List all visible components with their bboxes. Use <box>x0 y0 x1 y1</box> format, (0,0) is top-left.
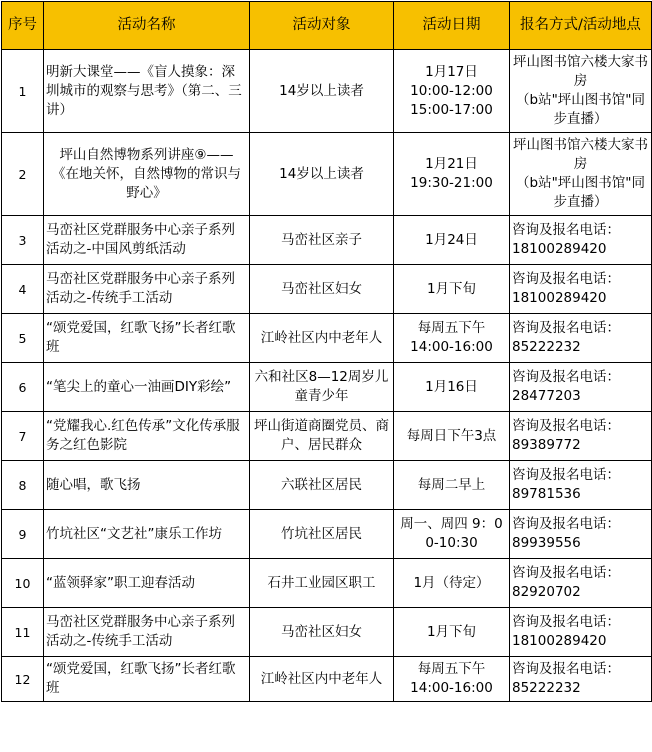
row-date-line: 1月下旬 <box>426 623 477 640</box>
row-target: 六联社区居民 <box>250 461 394 510</box>
table-row <box>2 608 652 657</box>
row-place <box>510 412 652 461</box>
row-target: 马峦社区亲子 <box>250 216 394 265</box>
table-row <box>2 461 652 510</box>
header-name: 活动名称 <box>44 2 250 50</box>
row-no: 2 <box>2 133 44 216</box>
row-date <box>394 608 510 657</box>
row-place-line: 坪山图书馆六楼大家书房 <box>513 54 648 89</box>
header-place: 报名方式/活动地点 <box>510 2 652 50</box>
table-row <box>2 133 652 216</box>
row-place-line: 85222232 <box>512 680 581 696</box>
table-row <box>2 363 652 412</box>
row-no: 5 <box>2 314 44 363</box>
row-target: 马峦社区妇女 <box>250 608 394 657</box>
row-place-line: 咨询及报名电话： <box>512 467 620 483</box>
row-place <box>510 314 652 363</box>
row-name: “笔尖上的童心一油画DIY彩绘” <box>44 363 250 412</box>
row-place-line: 咨询及报名电话： <box>512 369 620 385</box>
row-name: 马峦社区党群服务中心亲子系列活动之-中国风剪纸活动 <box>44 216 250 265</box>
row-date-line: 每周二早上 <box>417 476 486 493</box>
row-place <box>510 50 652 133</box>
row-target: 江岭社区内中老年人 <box>250 657 394 702</box>
row-place-line: 咨询及报名电话： <box>512 614 620 630</box>
row-place <box>510 133 652 216</box>
row-place-line: 89939556 <box>512 535 581 551</box>
row-place-line: 82920702 <box>512 584 581 600</box>
row-no: 12 <box>2 657 44 702</box>
row-place <box>510 216 652 265</box>
table-row <box>2 657 652 702</box>
row-place-line: 89781536 <box>512 486 581 502</box>
row-place <box>510 657 652 702</box>
row-place <box>510 510 652 559</box>
row-date-line: 14:00-16:00 <box>410 339 493 355</box>
row-place-line: 咨询及报名电话： <box>512 271 620 287</box>
row-date <box>394 265 510 314</box>
row-date-line: 1月（待定） <box>413 574 490 591</box>
row-place-line: 咨询及报名电话： <box>512 661 620 677</box>
row-name: “颂党爱国，红歌飞扬”长者红歌班 <box>44 657 250 702</box>
row-name: 随心唱，歌飞扬 <box>44 461 250 510</box>
row-target: 14岁以上读者 <box>250 133 394 216</box>
row-place-line: 咨询及报名电话： <box>512 222 620 238</box>
header-target: 活动对象 <box>250 2 394 50</box>
row-name: “党耀我心.红色传承”文化传承服务之红色影院 <box>44 412 250 461</box>
row-no: 9 <box>2 510 44 559</box>
row-target: 坪山街道商圈党员、商户、居民群众 <box>250 412 394 461</box>
table-row <box>2 265 652 314</box>
row-date-line: 1月21日 <box>425 156 478 172</box>
row-place-line: （b站"坪山图书馆"同步直播） <box>516 175 645 210</box>
row-place <box>510 608 652 657</box>
row-date <box>394 412 510 461</box>
table-header-row <box>2 2 652 50</box>
row-date-line: 周一、周四 9：00-10:30 <box>400 516 503 551</box>
table-row <box>2 412 652 461</box>
row-name: 马峦社区党群服务中心亲子系列活动之-传统手工活动 <box>44 608 250 657</box>
row-no: 7 <box>2 412 44 461</box>
row-name: 马峦社区党群服务中心亲子系列活动之-传统手工活动 <box>44 265 250 314</box>
row-place-line: 18100289420 <box>512 241 607 257</box>
row-place-line: 坪山图书馆六楼大家书房 <box>513 137 648 172</box>
row-no: 3 <box>2 216 44 265</box>
header-no: 序号 <box>2 2 44 50</box>
table-row <box>2 510 652 559</box>
row-date <box>394 657 510 702</box>
row-target: 马峦社区妇女 <box>250 265 394 314</box>
row-name: “蓝领驿家”职工迎春活动 <box>44 559 250 608</box>
row-date-line: 每周五下午 <box>417 320 486 336</box>
row-place-line: 89389772 <box>512 437 581 453</box>
row-date <box>394 363 510 412</box>
row-place <box>510 559 652 608</box>
row-date-line: 每周五下午 <box>417 661 486 677</box>
row-target: 石井工业园区职工 <box>250 559 394 608</box>
row-date-line: 10:00-12:00 <box>410 82 493 99</box>
row-place <box>510 363 652 412</box>
row-date <box>394 510 510 559</box>
table-row <box>2 50 652 133</box>
row-date <box>394 216 510 265</box>
row-no: 4 <box>2 265 44 314</box>
row-place-line: 28477203 <box>512 388 581 404</box>
row-date <box>394 50 510 133</box>
row-date-line: 1月24日 <box>425 231 478 248</box>
row-date-line: 19:30-21:00 <box>410 175 493 191</box>
row-place-line: 18100289420 <box>512 290 607 306</box>
row-target: 六和社区8—12周岁儿童青少年 <box>250 363 394 412</box>
table-row <box>2 216 652 265</box>
row-target: 江岭社区内中老年人 <box>250 314 394 363</box>
row-place <box>510 265 652 314</box>
row-place-line: 咨询及报名电话： <box>512 320 620 336</box>
header-date: 活动日期 <box>394 2 510 50</box>
row-date <box>394 559 510 608</box>
row-date-line: 15:00-17:00 <box>410 101 493 118</box>
row-place-line: （b站"坪山图书馆"同步直播） <box>516 92 645 127</box>
row-name: 明新大课堂——《盲人摸象：深圳城市的观察与思考》（第二、三讲） <box>44 50 250 133</box>
row-date-line: 每周日下午3点 <box>406 427 497 444</box>
row-place-line: 18100289420 <box>512 633 607 649</box>
row-place <box>510 461 652 510</box>
row-name: 竹坑社区“文艺社”康乐工作坊 <box>44 510 250 559</box>
row-target: 竹坑社区居民 <box>250 510 394 559</box>
table-row <box>2 314 652 363</box>
row-place-line: 85222232 <box>512 339 581 355</box>
row-target: 14岁以上读者 <box>250 50 394 133</box>
row-no: 1 <box>2 50 44 133</box>
row-date-line: 14:00-16:00 <box>410 680 493 696</box>
row-name: “颂党爱国，红歌飞扬”长者红歌班 <box>44 314 250 363</box>
row-date <box>394 314 510 363</box>
row-name: 坪山自然博物系列讲座⑨——《在地关怀，自然博物的常识与野心》 <box>44 133 250 216</box>
row-no: 11 <box>2 608 44 657</box>
row-place-line: 咨询及报名电话： <box>512 516 620 532</box>
row-no: 8 <box>2 461 44 510</box>
row-date-line: 1月16日 <box>425 378 478 395</box>
row-date <box>394 133 510 216</box>
row-place-line: 咨询及报名电话： <box>512 565 620 581</box>
row-no: 6 <box>2 363 44 412</box>
table-row <box>2 559 652 608</box>
row-date-line: 1月下旬 <box>426 280 477 297</box>
row-date-line: 1月17日 <box>425 63 478 80</box>
row-place-line: 咨询及报名电话： <box>512 418 620 434</box>
activity-table <box>1 1 652 702</box>
row-date <box>394 461 510 510</box>
row-no: 10 <box>2 559 44 608</box>
